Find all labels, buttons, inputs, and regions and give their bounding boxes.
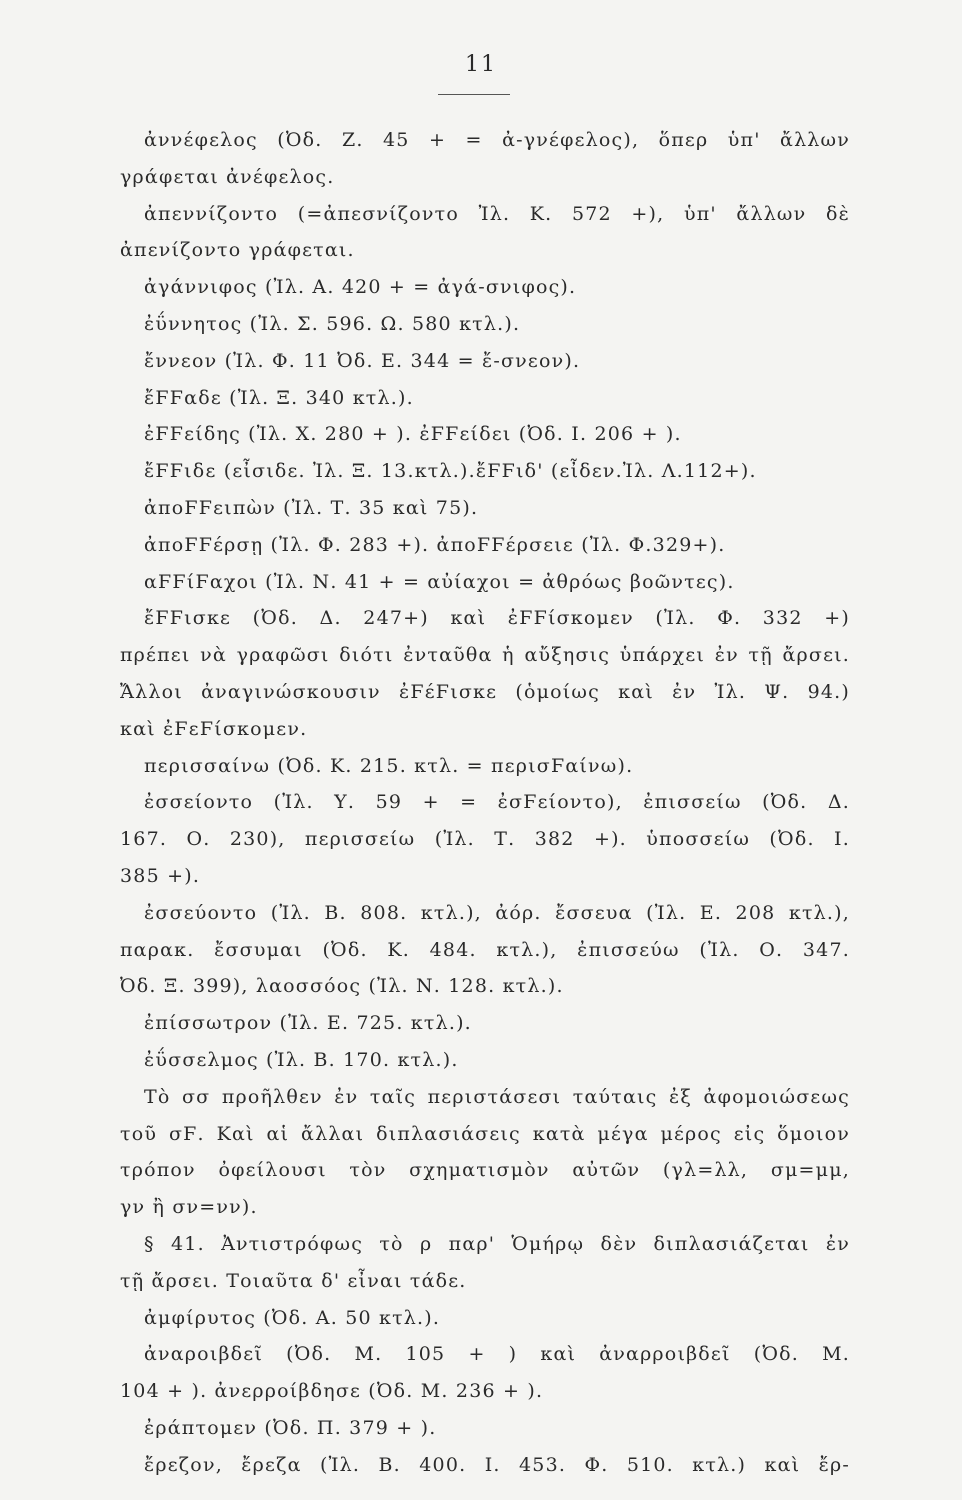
text-line: τρόπον ὀφείλουσι τὸν σχηματισμὸν αὐτῶν (γλ=λλ, σμ=μμ,	[120, 1159, 850, 1182]
text-line: ἀποϜϜειπὼν (Ἰλ. Τ. 35 καὶ 75).	[144, 496, 479, 519]
text-line: ἀμφίρυτος (Ὀδ. Α. 50 κτλ.).	[144, 1306, 441, 1329]
text-line: ἐράπτομεν (Ὀδ. Π. 379 + ).	[144, 1416, 437, 1439]
text-line: ἔννεον (Ἰλ. Φ. 11 Ὀδ. Ε. 344 = ἔ-σνεον).	[144, 349, 581, 372]
page-number: 11	[465, 52, 497, 77]
text-line: ἔϜϜιδε (εἶσιδε. Ἰλ. Ξ. 13.κτλ.).ἔϜϜιδ' (εἶδεν.Ἰλ. Λ.112+).	[144, 460, 757, 483]
text-line: 167. Ο. 230), περισσείω (Ἰλ. Τ. 382 +). ὑποσσείω (Ὀδ. Ι.	[120, 828, 850, 851]
text-line: πρέπει νὰ γραφῶσι διότι ἐνταῦθα ἡ αὔξησις ὑπάρχει ἐν τῇ ἄρσει.	[120, 644, 850, 667]
text-line: ἀννέφελος (Ὀδ. Ζ. 45 + = ἀ-γνέφελος), ὅπερ ὑπ' ἄλλων	[144, 129, 850, 151]
text-line: ἐϜϜείδης (Ἰλ. Χ. 280 + ). ἐϜϜείδει (Ὀδ. Ι. 206 + ).	[144, 423, 682, 446]
text-line: περισσαίνω (Ὀδ. Κ. 215. κτλ. = περισϜαίνω).	[144, 754, 634, 777]
text-line: ἀναροιβδεῖ (Ὀδ. Μ. 105 + ) καὶ ἀναρροιβδεῖ (Ὀδ. Μ.	[144, 1343, 850, 1366]
text-line: ἀγάννιφος (Ἰλ. Α. 420 + = ἀγά-σνιφος).	[144, 276, 577, 299]
text-line: ἀπεννίζοντο (=ἀπεσνίζοντο Ἰλ. Κ. 572 +), ὑπ' ἄλλων δὲ	[144, 202, 850, 225]
text-line: Ἄλλοι ἀναγινώσκουσιν ἐϜέϜισκε (ὁμοίως καὶ ἐν Ἰλ. Ψ. 94.)	[120, 680, 850, 703]
text-line: 104 + ). ἀνερροίβδησε (Ὀδ. Μ. 236 + ).	[120, 1380, 544, 1403]
text-line: § 41. Ἀντιστρόφως τὸ ρ παρ' Ὁμήρῳ δὲν διπλασιάζεται ἐν	[144, 1232, 850, 1255]
text-line: καὶ ἐϜεϜίσκομεν.	[120, 717, 308, 740]
body-text	[120, 122, 850, 1483]
text-line: Τὸ σσ προῆλθεν ἐν ταῖς περιστάσεσι ταύταις ἐξ ἀφομοιώσεως	[144, 1085, 850, 1108]
header-rule	[438, 94, 510, 95]
text-line: ἐσσεύοντο (Ἰλ. Β. 808. κτλ.), ἀόρ. ἔσσευα (Ἰλ. Ε. 208 κτλ.),	[144, 901, 850, 924]
text-line: Ὀδ. Ξ. 399), λαοσσόος (Ἰλ. Ν. 128. κτλ.).	[120, 975, 564, 998]
text-line: γράφεται ἀνέφελος.	[120, 165, 335, 188]
text-line: ἔϜϜαδε (Ἰλ. Ξ. 340 κτλ.).	[144, 386, 414, 409]
text-line: γν ἢ σν=νν).	[120, 1196, 258, 1219]
text-line: ἐπίσσωτρον (Ἰλ. Ε. 725. κτλ.).	[144, 1012, 472, 1035]
text-line: ἐσσείοντο (Ἰλ. Υ. 59 + = ἐσϜείοντο), ἐπισσείω (Ὀδ. Δ.	[144, 791, 850, 814]
text-line: ἀποϜϜέρσῃ (Ἰλ. Φ. 283 +). ἀποϜϜέρσειε (Ἰλ. Φ.329+).	[144, 533, 726, 556]
text-line: ἔρεζον, ἔρεζα (Ἰλ. Β. 400. Ι. 453. Φ. 510. κτλ.) καὶ ἔρ-	[144, 1453, 850, 1476]
text-line: ἐΰννητος (Ἰλ. Σ. 596. Ω. 580 κτλ.).	[144, 312, 521, 335]
text-line: παρακ. ἔσσυμαι (Ὀδ. Κ. 484. κτλ.), ἐπισσεύω (Ἰλ. Ο. 347.	[120, 938, 850, 961]
text-line: τῇ ἄρσει. Τοιαῦτα δ' εἶναι τάδε.	[120, 1269, 467, 1292]
text-line: τοῦ σϜ. Καὶ αἱ ἄλλαι διπλασιάσεις κατὰ μέγα μέρος εἰς ὅμοιον	[120, 1122, 850, 1145]
text-line: αϜϜίϜαχοι (Ἰλ. Ν. 41 + = αὐίαχοι = ἀθρόως βοῶντες).	[144, 570, 735, 593]
text-line: ἀπενίζοντο γράφεται.	[120, 239, 355, 262]
text-line: 385 +).	[120, 864, 201, 887]
text-line: ἐΰσσελμος (Ἰλ. Β. 170. κτλ.).	[144, 1048, 459, 1071]
text-line: ἔϜϜισκε (Ὀδ. Δ. 247+) καὶ ἐϜϜίσκομεν (Ἰλ. Φ. 332 +)	[144, 607, 850, 630]
